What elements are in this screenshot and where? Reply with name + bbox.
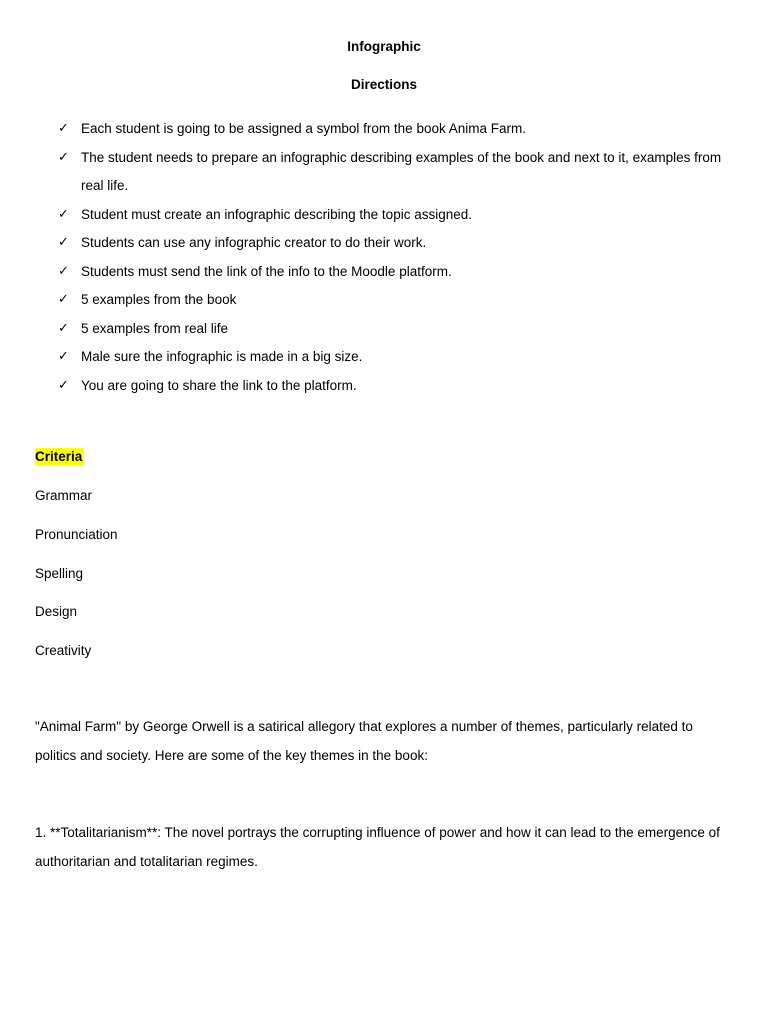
criteria-heading: Criteria — [35, 449, 83, 464]
checklist-item-text: You are going to share the link to the platform. — [81, 377, 357, 393]
checklist-item — [58, 258, 738, 287]
criteria-item-spelling: Spelling — [35, 566, 84, 581]
criteria-item-creativity: Creativity — [35, 643, 92, 658]
checkmark-icon: ✓ — [58, 349, 69, 364]
checkmark-icon: ✓ — [58, 206, 69, 222]
checkmark-icon: ✓ — [58, 292, 69, 307]
checklist-item — [58, 201, 738, 230]
checklist-item — [58, 229, 738, 258]
checklist-item — [58, 315, 738, 344]
directions-heading: Directions — [350, 77, 418, 92]
checkmark-icon: ✓ — [58, 149, 69, 165]
checklist-item — [58, 144, 738, 201]
checklist-item — [58, 343, 738, 372]
checklist-item-text: Student must create an infographic describing the topic assigned. — [81, 206, 472, 222]
checklist-item-text: The student needs to prepare an infographic describing examples of the book and next to it, examples from real life. — [81, 149, 722, 193]
checklist-item — [58, 372, 738, 401]
checklist-item-text: Students must send the link of the info to the Moodle platform. — [81, 263, 452, 279]
checklist-item-text: 5 examples from the book — [81, 292, 237, 307]
checkmark-icon: ✓ — [58, 377, 69, 393]
checklist-item — [58, 286, 738, 315]
checkmark-icon: ✓ — [58, 121, 69, 136]
criteria-item-pronunciation: Pronunciation — [35, 527, 118, 542]
checklist-item-text: 5 examples from real life — [81, 320, 229, 336]
checklist-item-text: Male sure the infographic is made in a big size. — [81, 349, 363, 364]
criteria-item-design: Design — [35, 604, 78, 619]
checkmark-icon: ✓ — [58, 263, 69, 279]
checklist-item — [58, 115, 738, 144]
directions-checklist — [58, 115, 738, 400]
checkmark-icon: ✓ — [58, 320, 69, 336]
theme-paragraph: 1. **Totalitarianism**: The novel portrays the corrupting influence of power and how it can lead to the emergence of authoritarian and totalitarian regimes. — [35, 825, 720, 869]
document-title: Infographic — [347, 39, 421, 54]
checklist-item-text: Each student is going to be assigned a symbol from the book Anima Farm. — [81, 121, 526, 136]
criteria-item-grammar: Grammar — [35, 488, 92, 503]
checkmark-icon: ✓ — [58, 235, 69, 250]
checklist-item-text: Students can use any infographic creator to do their work. — [81, 235, 427, 250]
intro-paragraph: "Animal Farm" by George Orwell is a satirical allegory that explores a number of themes, particularly related to politics and society. Here are some of the key themes in the book: — [35, 719, 693, 763]
